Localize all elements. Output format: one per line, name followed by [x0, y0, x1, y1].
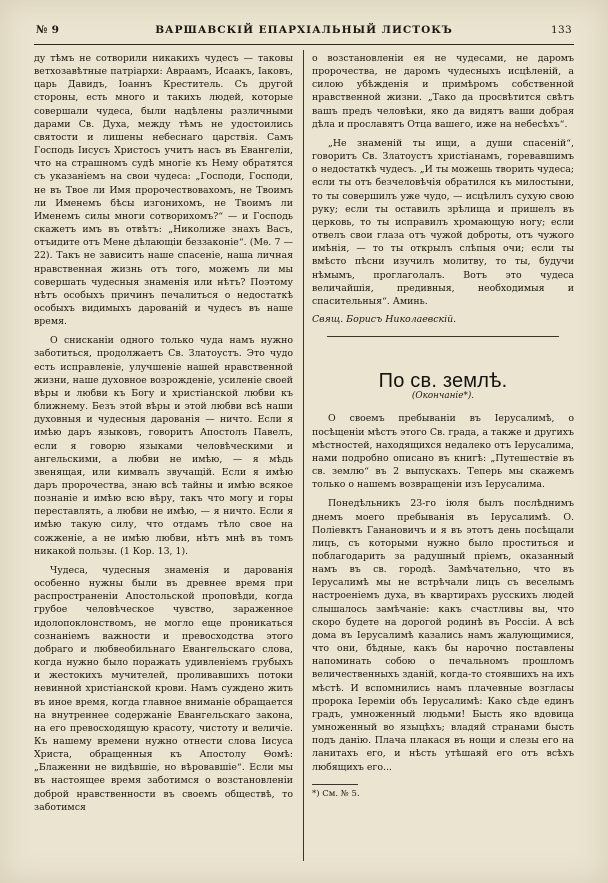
left-paragraph-1: ду тѣмъ не сотворили никакихъ чудесъ — таковы ветхозавѣтные патріархи: Авраамъ, Исаакъ, Іаковъ, царь Давидъ, Іоаннъ Креститель. Съ другой стороны, есть много и такихъ людей, которые совершали чудеса, были надѣлены различными дарами Св. Духа, между тѣмъ не удостоились святости и лишены небеснаго царствія. Самъ Господь Іисусъ Христосъ учитъ насъ въ Евангеліи, что на страшномъ судѣ многіе къ Нему обратятся съ указаніемъ на свои чудеса: „Господи, Господи, не въ Твое ли Имя пророчествовахомъ, не Твоимъ ли Именемъ бѣсы изгонихомъ, не Твоимъ ли Именемъ силы многи сотворихомъ?“ — и Господь скажетъ имъ въ отвѣтъ: „Николиже знахъ Васъ, отъидите отъ Мене дѣлающіи беззаконіе“. (Мѳ. 7 — 22). Такъ не зависитъ наше спасеніе, наша личная нравственная жизнь отъ того, можемъ ли мы совершать чудесныя знаменія или нѣтъ? Поэтому нѣтъ особыхъ причинъ печалиться о недостаткѣ особыхъ видимыхъ дарованій и чудесъ въ наше время.	[34, 53, 293, 328]
right-column	[312, 52, 574, 801]
article-paragraph-2: Понедѣльникъ 23-го іюля былъ послѣднимъ днемъ моего пребыванія въ Іерусалимѣ. О. Поліевктъ Ганановичъ и я въ этотъ день посѣщали лицъ, съ которыми нужно было проститься и поблагодарить за радушный пріемъ, оказанный намъ въ св. городѣ. Замѣчательно, что въ Іерусалимѣ мы не встрѣчали лицъ съ веселымъ настроеніемъ духа, въ квартирахъ русскихъ людей слышалось замѣчаніе: какъ счастливы вы, что скоро будете на дорогой родинѣ въ Россіи. А всѣ дома въ Іерусалимѣ казались намъ жалующимися, что они, бѣдные, какъ бы нарочно поставлены напоминать собою о печальномъ прошломъ величественныхъ зданій, когда-то стоявшихъ на ихъ мѣстѣ. И вспомнились намъ плачевные возгласы пророка Іереміи объ Іерусалимѣ: Како сѣде единъ градъ, умноженный людьми! Бысть яко вдовица умноженный во языцѣхъ; владяй странами бысть подъ данію. Плача плакася въ нощи и слезы его на ланитахъ его, и нѣсть утѣшаяй его отъ всѣхъ любящихъ его...	[312, 498, 574, 773]
journal-title: ВАРШАВСКІЙ ЕПАРХІАЛЬНЫЙ ЛИСТОКЪ	[155, 24, 453, 36]
article-title: По св. землѣ.	[378, 370, 508, 393]
header-rule	[34, 44, 574, 45]
page-number: 133	[551, 24, 572, 36]
column-divider	[303, 50, 304, 861]
article-subtitle: (Окончаніе*).	[411, 391, 475, 402]
left-column	[34, 52, 293, 814]
footnote-rule	[312, 784, 358, 785]
left-paragraph-3: Чудеса, чудесныя знаменія и дарованія особенно нужны были въ древнее время при распространеніи Апостольской проповѣди, когда грубое человѣческое чувство, зараженное идолопоклонствомъ, не могло еще проникаться сознаніемъ важности и превосходства этого добраго и любвеобильнаго Евангельскаго слова, когда нужно было поражать удивленіемъ грубыхъ и жестокихъ мучителей, проливавшихъ потоки невинной христіанской крови. Намъ суждено жить въ иное время, когда главное вниманіе обращается на внутреннее содержаніе Евангельскаго закона, на его превосходящую красоту, чистоту и величіе. Къ нашему времени нужно отнести слова Іисуса Христа, обращенныя къ Апостолу Ѳомѣ: „Блаженни не видѣвшіе, но вѣровавшіе“. Если мы въ настоящее время заботимся о возстановленіи доброй нравственности въ своемъ обществѣ, то заботимся	[34, 564, 293, 813]
footnote: *) См. № 5.	[312, 788, 360, 799]
article-paragraph-1: О своемъ пребываніи въ Іерусалимѣ, о посѣщеніи мѣстъ этого Св. града, а также и другихъ мѣстностей, находящихся недалеко отъ Іерусалима, нами подробно описано въ книгѣ: „Путешествіе въ св. землю“ въ 2 выпускахъ. Теперь мы скажемъ только о нашемъ возвращеніи изъ Іерусалима.	[312, 413, 574, 491]
right-paragraph-1: о возстановленіи ея не чудесами, не даромъ пророчества, не даромъ чудесныхъ исцѣленій, а силою убѣжденія и примѣромъ собственной нравственной жизни. „Тако да просвѣтится свѣтъ вашъ предъ человѣки, яко да видятъ ваши добрая дѣла и прославятъ Отца вашего, иже на небесѣхъ“.	[312, 53, 574, 130]
right-paragraph-2: „Не знаменій ты ищи, а души спасеній“, говоритъ Св. Златоустъ христіанамъ, горевавшимъ о недостаткѣ чудесъ. „И ты можешь творить чудеса; если ты отъ безчеловѣчія обратился къ милостыни, то ты совершилъ уже чудо, — исцѣлилъ сухую свою руку; если ты оставилъ зрѣлища и пришелъ въ церковь, то ты исправилъ хромающую ногу; если отвелъ свои глаза отъ чужой доброты, отъ чужого имѣнія, — то ты открылъ слѣпыя очи; если ты вмѣсто пѣсни изучилъ молитву, то ты, будучи нѣмымъ, проглаголалъ. Вотъ это чудеса величайшія, предивныя, необходимыя и спасительныя“. Аминь.	[312, 137, 574, 307]
author-signature: Свящ. Борисъ Николаевскій.	[312, 313, 457, 325]
left-paragraph-2: О снисканіи одного только чуда намъ нужно заботиться, продолжаетъ Св. Златоустъ. Это чудо есть исправленіе, улучшеніе нашей нравственной жизни, наше духовное возрожденіе, усиленіе своей вѣры и любви къ Богу и христіанской любви къ ближнему. Безъ этой вѣры и этой любви всѣ наши духовныя и чудесныя дарованія — ничто. Если я имѣю даръ языковъ, говоритъ Апостолъ Павелъ, если я говорю языками человѣческими и ангельскими, а любви не имѣю, — я мѣдь звенящая, или кимвалъ звучащій. Если я имѣю даръ пророчества, знаю всѣ тайны и имѣю всякое познаніе и имѣю всю вѣру, такъ что могу и горы переставлять, а любви не имѣю, — я ничто. Если я имѣю такую силу, что отдамъ тѣло свое на сожженіе, а не имѣю любви, нѣтъ мнѣ въ томъ никакой пользы. (1 Кор. 13, 1).	[34, 335, 293, 557]
article-divider	[327, 336, 559, 337]
issue-number: № 9	[36, 24, 60, 36]
page-header	[36, 24, 572, 44]
